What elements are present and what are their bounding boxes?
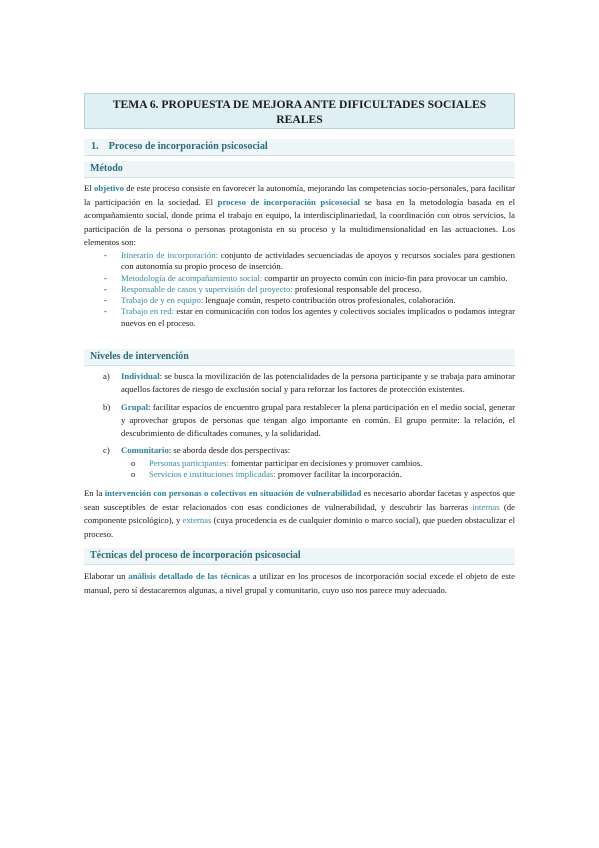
subheading-metodo: Método: [84, 161, 515, 178]
list-item: b) Grupal: facilitar espacios de encuentro grupal para restablecer la plena participación en el medio social, generar y aprovechar grupos de personas que tengan algo importante en común. El grupo permite: la relación, el descubrimiento de dificultades comunes, y la solidaridad.: [103, 401, 515, 439]
sub-list: [121, 458, 515, 481]
section-label: Proceso de incorporación psicosocial: [108, 141, 268, 152]
keyword-intervencion: intervención con personas o colectivos en situación de vulnerabilidad: [104, 488, 362, 498]
elements-list: [104, 250, 515, 329]
title-line-2: REALES: [276, 113, 323, 126]
list-item: - Metodología de acompañamiento social: compartir un proyecto común con inicio-fin para provocar un cambio.: [104, 272, 508, 283]
sub-list-item: o Personas participantes: fomentar participar en decisiones y promover cambios.: [131, 457, 423, 468]
section-number: 1.: [91, 141, 99, 152]
list-item: a) Individual: se busca la movilización de las potencialidades de la persona participante y se trabaja para aminorar aquellos factores de riesgo de exclusión social y para reforzar los factores de protección existentes.: [103, 371, 515, 395]
list-item: - Responsable de casos y supervisión del proyecto: profesional responsable del proceso.: [104, 283, 422, 294]
tecnicas-paragraph: Elaborar un análisis detallado de las técnicas a utilizar en los procesos de incorporación social excede el objeto de este manual, pero sí destacaremos algunas, a nivel grupal y comunitario, cuyo uso nos parece muy adecuado.: [84, 571, 515, 595]
metodo-paragraph: El objetivo de este proceso consiste en favorecer la autonomía, mejorando las competencias socio-personales, para facilitar la participación en la sociedad. El proceso de incorporación psicosocial se basa en la metodología basada en el acompañamiento social, donde prima el trabajo en equipo, la interdisciplinariedad, la coordinación con otros servicios, la participación de la persona o personas protagonista en su proceso y la multidimensionalidad en las actuaciones. Los elementos son:: [84, 183, 515, 247]
list-item: - Trabajo en red: estar en comunicación con todos los agentes y colectivos sociales implicados o podamos integrar nuevos en el proceso.: [104, 306, 515, 328]
sub-list-item: o Servicios e instituciones implicadas: promover facilitar la incorporación.: [131, 469, 402, 480]
keyword-proceso: proceso de incorporación psicosocial: [217, 196, 360, 207]
keyword-analisis: análisis detallado de las técnicas: [128, 571, 250, 581]
list-item: - Itinerario de incorporación: conjunto de actividades secuenciadas de apoyos y recursos sociales para gestionen con autonomía su propio proceso de inserción.: [104, 250, 515, 272]
list-item: - Trabajo de y en equipo: lenguaje común, respeto contribución otros profesionales, colaboración.: [104, 295, 456, 306]
section-heading-1: [84, 139, 515, 156]
subheading-tecnicas: Técnicas del proceso de incorporación psicosocial: [84, 548, 515, 565]
niveles-paragraph: En la intervención con personas o colectivos en situación de vulnerabilidad es necesario abordar facetas y aspectos que sean susceptibles de estar relacionados con esas condiciones de vulnerabilidad, y descubrir las barreras internas (de componente psicológico), y externas (cuya procedencia es de cualquier dominio o marco social), que pueden obstaculizar el proceso.: [84, 488, 516, 539]
title-line-1: TEMA 6. PROPUESTA DE MEJORA ANTE DIFICULTADES SOCIALES: [112, 98, 487, 111]
subheading-niveles: Niveles de intervención: [84, 349, 515, 366]
document-title: [84, 93, 515, 129]
levels-list: [103, 370, 515, 485]
keyword-objetivo: objetivo: [94, 183, 124, 193]
list-item: c) Comunitario: se aborda desde dos perspectivas: o Personas participantes: fomentar participar en decisiones y promover cambios. o Servicios e instituciones implicadas: promover facilitar la incorporación.: [103, 444, 515, 480]
